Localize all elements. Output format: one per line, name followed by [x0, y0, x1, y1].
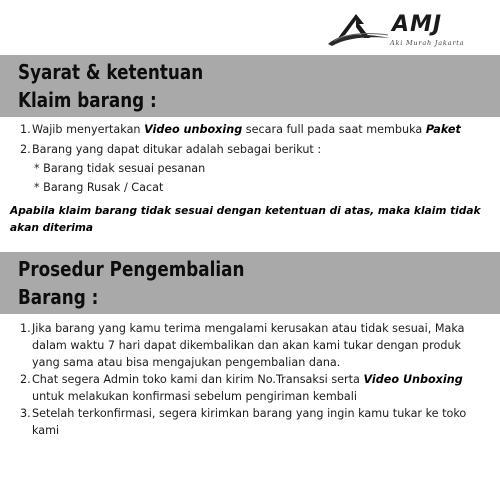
section-title-line1: Syarat & ketentuan — [18, 60, 204, 84]
item-text: secara full pada saat membuka — [242, 123, 426, 136]
return-procedure-list — [20, 320, 492, 439]
item-text: untuk melakukan konfirmasi sebelum pengiriman kembali — [32, 390, 357, 403]
item-number: 1. — [20, 123, 31, 136]
list-item — [20, 320, 492, 371]
sub-item: * Barang Rusak / Cacat — [34, 181, 164, 194]
section-title — [18, 58, 203, 114]
section-header-return — [0, 252, 500, 314]
item-number: 2. — [20, 373, 31, 386]
list-item — [20, 371, 492, 405]
logo-wordmark: AMJ — [392, 12, 443, 37]
terms-list — [20, 121, 490, 196]
item-text: Wajib menyertakan — [32, 123, 145, 136]
list-item — [20, 141, 490, 158]
logo-tagline: Aki Murah Jakarta — [390, 39, 465, 47]
section-title-line2: Klaim barang : — [18, 88, 157, 112]
item-text: Chat segera Admin toko kami dan kirim No.Transaksi serta — [32, 373, 364, 386]
mountain-wave-icon — [326, 8, 392, 50]
brand-logo — [326, 8, 476, 50]
sub-item: * Barang tidak sesuai pesanan — [34, 162, 206, 175]
item-emphasis: Paket — [425, 123, 461, 136]
item-emphasis: Video unboxing — [144, 123, 243, 136]
item-number: 3. — [20, 407, 31, 420]
section-title-line2: Barang : — [18, 285, 99, 309]
claim-note: Apabila klaim barang tidak sesuai dengan ketentuan di atas, maka klaim tidak akan diterima — [10, 205, 481, 234]
item-number: 1. — [20, 322, 31, 335]
item-text: Barang yang dapat ditukar adalah sebagai berikut : — [32, 143, 322, 156]
item-emphasis: Video Unboxing — [363, 373, 463, 386]
section-title — [18, 255, 244, 311]
list-item — [20, 121, 490, 138]
section-title-line1: Prosedur Pengembalian — [18, 257, 245, 281]
list-item — [20, 405, 492, 439]
item-number: 2. — [20, 143, 31, 156]
item-text: Jika barang yang kamu terima mengalami kerusakan atau tidak sesuai, Maka dalam waktu 7 hari dapat dikembalikan dan akan kami tukar dengan produk yang sama atau bisa mengajukan pengembalian dana. — [32, 322, 465, 369]
item-text: Setelah terkonfirmasi, segera kirimkan barang yang ingin kamu tukar ke toko kami — [32, 407, 467, 437]
section-header-terms — [0, 55, 500, 117]
